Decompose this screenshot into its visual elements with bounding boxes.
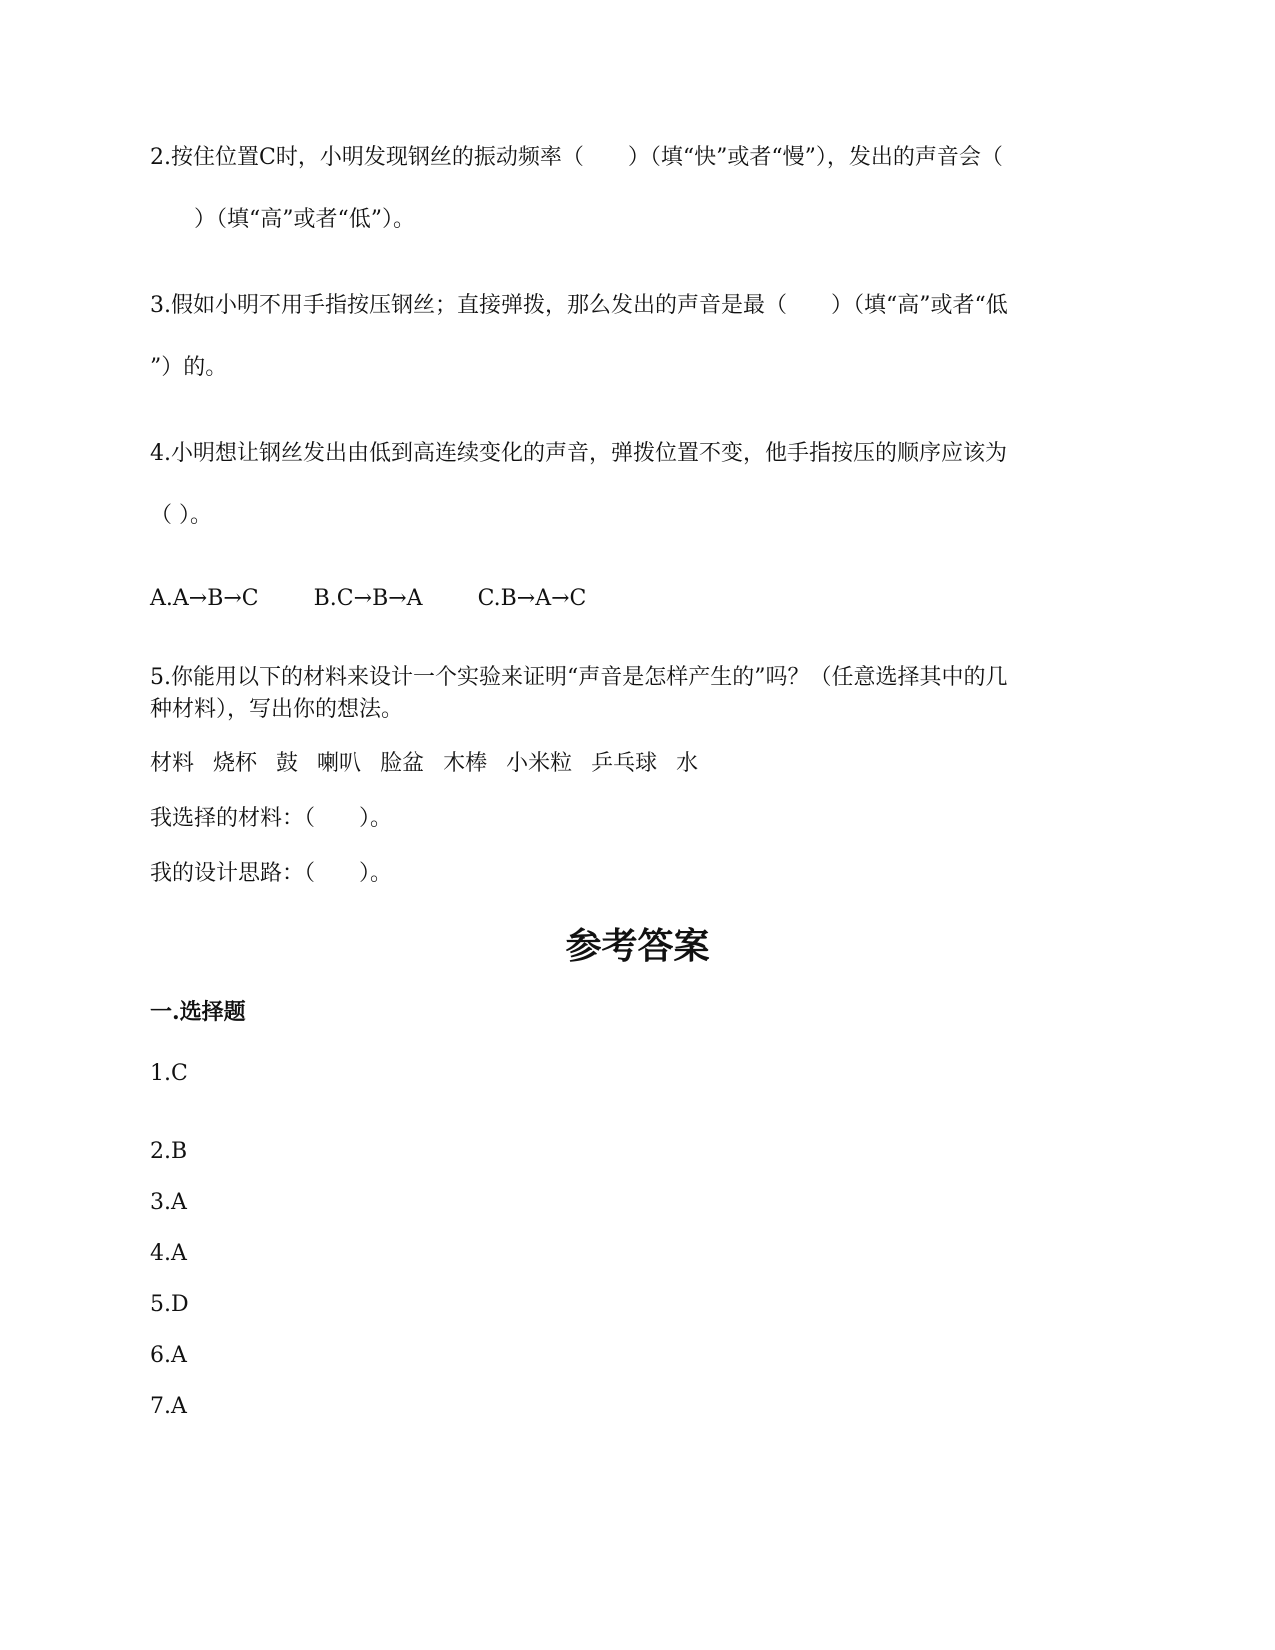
question-3-line-1: 3.假如小明不用手指按压钢丝；直接弹拨，那么发出的声音是最（ ）（填“高”或者“低 — [150, 293, 1008, 318]
answer-item: 7.A — [150, 1394, 187, 1419]
option-b: B.C→B→A — [313, 586, 423, 611]
answer-item: 5.D — [150, 1292, 189, 1317]
question-5-materials — [150, 748, 710, 780]
question-5-line-2: 种材料），写出你的想法。 — [150, 697, 404, 722]
option-c: C.B→A→C — [477, 586, 587, 611]
question-5-design-idea: 我的设计思路：（ ）。 — [150, 861, 393, 886]
answer-item: 3.A — [150, 1190, 187, 1215]
material-item: 材料 — [150, 751, 195, 776]
material-item: 水 — [676, 751, 699, 776]
material-item: 脸盆 — [380, 751, 425, 776]
material-item: 烧杯 — [213, 751, 258, 776]
question-3-line-2: ”）的。 — [150, 355, 228, 380]
material-item: 小米粒 — [506, 751, 573, 776]
question-4-line-1: 4.小明想让钢丝发出由低到高连续变化的声音，弹拨位置不变，他手指按压的顺序应该为 — [150, 441, 1007, 466]
answers-heading: 参考答案 — [565, 925, 710, 967]
answer-item: 2.B — [150, 1139, 188, 1164]
material-item: 木棒 — [443, 751, 488, 776]
answer-item: 4.A — [150, 1241, 187, 1266]
answer-item: 6.A — [150, 1343, 187, 1368]
answers-section-title: 一.选择题 — [150, 999, 246, 1025]
question-5-line-1: 5.你能用以下的材料来设计一个实验来证明“声音是怎样产生的”吗？（任意选择其中的几 — [150, 665, 1008, 690]
material-item: 乒乓球 — [591, 751, 658, 776]
option-a: A.A→B→C — [150, 586, 259, 611]
question-5-material-choice: 我选择的材料：（ ）。 — [150, 806, 393, 831]
answer-item: 1.C — [150, 1061, 188, 1086]
material-item: 鼓 — [276, 751, 299, 776]
question-2-line-1: 2.按住位置C时，小明发现钢丝的振动频率（ ）（填“快”或者“慢”），发出的声音会（ — [150, 145, 1003, 170]
material-item: 喇叭 — [317, 751, 362, 776]
question-2-line-2: ）（填“高”或者“低”）。 — [150, 207, 415, 232]
question-4-line-2: （ ）。 — [150, 503, 212, 528]
question-4-options — [150, 583, 634, 615]
